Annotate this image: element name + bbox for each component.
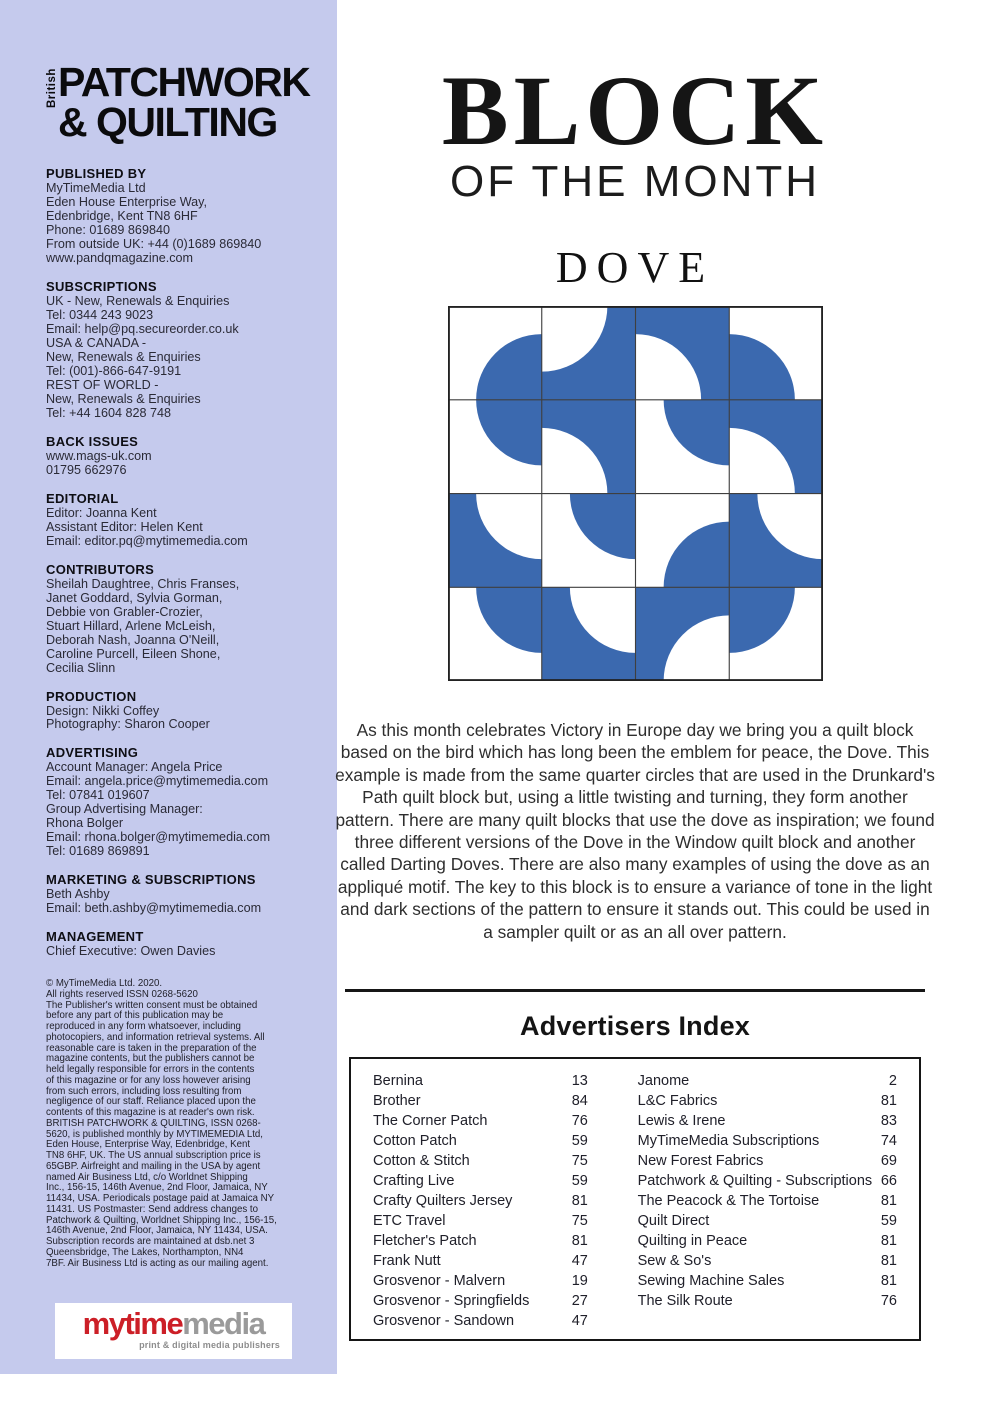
advertiser-row <box>638 1271 897 1291</box>
advertiser-row <box>638 1211 897 1231</box>
advertiser-name: Fletcher's Patch <box>373 1233 477 1250</box>
advertiser-row <box>373 1311 588 1331</box>
advertiser-page-number: 75 <box>571 1213 588 1230</box>
advertiser-name: Crafting Live <box>373 1173 455 1190</box>
main-content <box>330 0 940 1341</box>
section-line: Edenbridge, Kent TN8 6HF <box>46 209 198 224</box>
sidebar-sections <box>46 166 309 959</box>
advertiser-name: MyTimeMedia Subscriptions <box>637 1133 820 1150</box>
section-line: New, Renewals & Enquiries <box>46 391 201 406</box>
section-line: Account Manager: Angela Price <box>46 760 223 775</box>
section-line: USA & CANADA - <box>46 336 147 351</box>
section-heading: MANAGEMENT <box>46 929 144 945</box>
sidebar-section <box>46 166 309 266</box>
legal-line: Patchwork & Quilting, Worldnet Shipping Inc., 156-15, <box>46 1214 277 1226</box>
section-heading: EDITORIAL <box>46 490 119 506</box>
advertiser-name: The Peacock & The Tortoise <box>637 1193 820 1210</box>
section-line: MyTimeMedia Ltd <box>46 181 146 196</box>
advertiser-page-number: 81 <box>880 1193 897 1210</box>
advertiser-page-number: 13 <box>571 1073 588 1090</box>
advertisers-column-1 <box>373 1071 588 1339</box>
section-heading: CONTRIBUTORS <box>46 561 155 577</box>
publisher-logo-wordmark <box>55 1306 292 1342</box>
section-line: REST OF WORLD - <box>46 377 159 392</box>
advertiser-row <box>638 1071 897 1091</box>
masthead-sidebar <box>0 0 337 1374</box>
section-line: Rhona Bolger <box>46 816 124 831</box>
section-line: From outside UK: +44 (0)1689 869840 <box>46 237 262 252</box>
advertiser-name: Bernina <box>373 1073 423 1090</box>
section-heading: PUBLISHED BY <box>46 166 147 182</box>
advertiser-page-number: 2 <box>888 1073 897 1090</box>
magazine-logo-line2: & QUILTING <box>58 99 277 146</box>
section-line: Eden House Enterprise Way, <box>46 195 207 210</box>
advertisers-index-heading: Advertisers Index <box>520 1011 750 1042</box>
legal-line: held legally responsible for errors in the contents <box>46 1064 255 1076</box>
section-line: www.mags-uk.com <box>46 448 152 463</box>
section-divider-rule <box>345 989 925 992</box>
section-line: Chief Executive: Owen Davies <box>46 944 216 959</box>
section-line: Debbie von Grabler-Crozier, <box>46 604 203 619</box>
magazine-logo-title <box>58 59 310 146</box>
legal-line: All rights reserved ISSN 0268-5620 <box>46 988 198 1000</box>
legal-line: 11431. US Postmaster: Send address changes to <box>46 1203 258 1215</box>
publisher-logo-part2: media <box>182 1306 265 1342</box>
section-heading: ADVERTISING <box>46 745 139 761</box>
section-heading: BACK ISSUES <box>46 433 139 449</box>
sidebar-section <box>46 745 309 859</box>
advertiser-name: Patchwork & Quilting - Subscriptions <box>637 1173 873 1190</box>
sidebar-section <box>46 689 309 733</box>
page-title-of-the-month: OF THE MONTH <box>449 157 821 206</box>
advertiser-row <box>638 1111 897 1131</box>
advertiser-page-number: 84 <box>571 1093 588 1110</box>
advertiser-name: Cotton & Stitch <box>373 1153 470 1170</box>
advertiser-name: Frank Nutt <box>373 1253 441 1270</box>
sidebar-section <box>46 562 309 676</box>
advertiser-name: Grosvenor - Malvern <box>373 1273 506 1290</box>
page-title-block: BLOCK <box>441 55 829 166</box>
legal-line: 65GBP. Airfreight and mailing in the USA by agent <box>46 1160 261 1172</box>
advertiser-row <box>638 1171 897 1191</box>
section-line: Tel: 0344 243 9023 <box>46 308 154 323</box>
dove-quilt-block-image <box>448 306 823 681</box>
advertiser-page-number: 81 <box>880 1093 897 1110</box>
section-line: Tel: +44 1604 828 748 <box>46 405 171 420</box>
advertiser-page-number: 47 <box>571 1253 588 1270</box>
section-line: Assistant Editor: Helen Kent <box>46 519 203 534</box>
advertiser-page-number: 19 <box>571 1273 588 1290</box>
section-line: Phone: 01689 869840 <box>46 223 170 238</box>
advertiser-row <box>373 1211 588 1231</box>
advertiser-name: Quilting in Peace <box>637 1233 748 1250</box>
advertiser-row <box>373 1071 588 1091</box>
advertisers-column-2 <box>638 1071 897 1339</box>
legal-line: from such errors, including loss resulting from <box>46 1085 242 1097</box>
advertiser-page-number: 81 <box>571 1233 588 1250</box>
advertiser-row <box>373 1291 588 1311</box>
advertiser-page-number: 75 <box>571 1153 588 1170</box>
advertiser-name: Sewing Machine Sales <box>637 1273 785 1290</box>
section-line: 01795 662976 <box>46 462 127 477</box>
advertiser-row <box>638 1151 897 1171</box>
legal-line: TN8 6HF, UK. The US annual subscription price is <box>46 1150 261 1162</box>
magazine-logo <box>46 59 310 146</box>
section-line: Email: help@pq.secureorder.co.uk <box>46 322 239 337</box>
section-line: New, Renewals & Enquiries <box>46 350 201 365</box>
sidebar-section <box>46 872 309 916</box>
legal-line: 11434, USA. Periodicals postage paid at Jamaica NY <box>46 1193 275 1205</box>
section-line: Janet Goddard, Sylvia Gorman, <box>46 590 223 605</box>
legal-line: The Publisher's written consent must be obtained <box>46 999 258 1011</box>
intro-paragraph: As this month celebrates Victory in Europe day we bring you a quilt block based on the bird which has long been the emblem for peace, the Dove. This example is made from the same quarter circles that are used in the Drunkard's Path quilt block but, using a little twisting and turning, they form another pattern. There are many quilt blocks that use the dove as inspiration; we found three different versions of the Dove in the Window quilt block and another called Darting Doves. There are also many examples of using the dove as an appliqué motif. The key to this block is to ensure a variance of tone in the light and dark sections of the pattern to ensure it stands out. This could be used in a sampler quilt or as an all over pattern. <box>335 720 935 942</box>
advertiser-page-number: 83 <box>880 1113 897 1130</box>
advertiser-row <box>638 1291 897 1311</box>
legal-line: Queensbridge, The Lakes, Northampton, NN4 <box>46 1246 244 1258</box>
section-heading: MARKETING & SUBSCRIPTIONS <box>46 872 256 888</box>
advertiser-name: Lewis & Irene <box>637 1113 726 1130</box>
advertiser-page-number: 81 <box>880 1253 897 1270</box>
section-line: Group Advertising Manager: <box>46 802 203 817</box>
advertiser-page-number: 59 <box>571 1133 588 1150</box>
legal-line: photocopiers, and information retrieval systems. All <box>46 1031 265 1043</box>
legal-small-print <box>46 979 304 1269</box>
legal-line: 7BF. Air Business Ltd is acting as our mailing agent. <box>46 1257 269 1269</box>
publisher-logo-part1: mytime <box>82 1306 183 1342</box>
advertiser-row <box>373 1111 588 1131</box>
section-line: Stuart Hillard, Arlene McLeish, <box>46 618 216 633</box>
advertiser-page-number: 66 <box>880 1173 897 1190</box>
section-line: Tel: (001)-866-647-9191 <box>46 364 182 378</box>
section-line: Email: editor.pq@mytimemedia.com <box>46 533 248 548</box>
legal-line: named Air Business Ltd, c/o Worldnet Shipping <box>46 1171 248 1183</box>
sidebar-section <box>46 434 309 478</box>
advertiser-page-number: 76 <box>880 1293 897 1310</box>
advertiser-row <box>638 1091 897 1111</box>
legal-line: of this magazine or for any loss however arising <box>46 1074 251 1086</box>
advertiser-row <box>638 1231 897 1251</box>
advertiser-page-number: 74 <box>880 1133 897 1150</box>
advertiser-page-number: 27 <box>571 1293 588 1310</box>
advertiser-name: Grosvenor - Springfields <box>373 1293 530 1310</box>
section-heading: SUBSCRIPTIONS <box>46 279 157 295</box>
section-line: www.pandqmagazine.com <box>46 251 194 266</box>
advertiser-page-number: 76 <box>571 1113 588 1130</box>
section-line: Photography: Sharon Cooper <box>46 717 210 732</box>
advertiser-page-number: 81 <box>880 1233 897 1250</box>
advertiser-row <box>373 1231 588 1251</box>
advertiser-page-number: 81 <box>880 1273 897 1290</box>
section-line: Tel: 01689 869891 <box>46 844 150 859</box>
section-line: Design: Nikki Coffey <box>46 703 160 718</box>
dove-quilt-svg <box>448 306 823 681</box>
advertiser-row <box>373 1271 588 1291</box>
section-line: Email: angela.price@mytimemedia.com <box>46 774 269 789</box>
sidebar-section <box>46 491 309 549</box>
advertiser-name: Cotton Patch <box>373 1133 457 1150</box>
section-line: UK - New, Renewals & Enquiries <box>46 294 230 309</box>
section-line: Email: rhona.bolger@mytimemedia.com <box>46 830 271 845</box>
advertiser-name: Crafty Quilters Jersey <box>373 1193 513 1210</box>
advertiser-name: Janome <box>637 1073 690 1090</box>
advertiser-row <box>373 1091 588 1111</box>
advertiser-page-number: 59 <box>571 1173 588 1190</box>
advertiser-name: Sew & So's <box>637 1253 712 1270</box>
legal-line: negligence of our staff. Reliance placed upon the <box>46 1096 256 1108</box>
advertiser-page-number: 81 <box>571 1193 588 1210</box>
legal-line: 5620, is published monthly by MYTIMEMEDIA Ltd, <box>46 1128 263 1140</box>
legal-line: reproduced in any form whatsoever, including <box>46 1021 241 1033</box>
legal-line: magazine contents, but the publishers cannot be <box>46 1053 255 1065</box>
sidebar-section <box>46 929 309 959</box>
advertiser-row <box>373 1131 588 1151</box>
advertiser-name: L&C Fabrics <box>637 1093 718 1110</box>
legal-line: reasonable care is taken in the preparation of the <box>46 1042 257 1054</box>
legal-line: Inc., 156-15, 146th Avenue, 2nd Floor, Jamaica, NY <box>46 1182 268 1194</box>
legal-line: © MyTimeMedia Ltd. 2020. <box>46 978 163 990</box>
legal-line: 146th Avenue, 2nd Floor, Jamaica, NY 11434, USA. <box>46 1225 268 1237</box>
advertiser-row <box>373 1151 588 1171</box>
legal-line: BRITISH PATCHWORK & QUILTING, ISSN 0268- <box>46 1117 261 1129</box>
advertiser-row <box>373 1191 588 1211</box>
advertiser-name: New Forest Fabrics <box>637 1153 764 1170</box>
advertiser-row <box>373 1251 588 1271</box>
advertiser-name: The Silk Route <box>637 1293 733 1310</box>
advertiser-name: Brother <box>373 1093 421 1110</box>
advertiser-page-number: 59 <box>880 1213 897 1230</box>
legal-line: contents of this magazine is at reader's own risk. <box>46 1107 255 1119</box>
magazine-logo-line1: PATCHWORK <box>58 59 310 105</box>
block-name-title: DOVE <box>555 243 715 292</box>
advertiser-name: Grosvenor - Sandown <box>373 1313 515 1330</box>
legal-line: Subscription records are maintained at dsb.net 3 <box>46 1236 255 1248</box>
legal-line: Eden House, Enterprise Way, Edenbridge, Kent <box>46 1139 251 1151</box>
advertisers-index-box <box>349 1057 921 1341</box>
section-line: Sheilah Daughtree, Chris Franses, <box>46 576 240 591</box>
advertiser-page-number: 47 <box>571 1313 588 1330</box>
advertiser-row <box>638 1131 897 1151</box>
advertiser-page-number: 69 <box>880 1153 897 1170</box>
section-line: Editor: Joanna Kent <box>46 505 157 520</box>
publisher-logo-tagline: print & digital media publishers <box>139 1340 280 1351</box>
section-line: Cecilia Slinn <box>46 660 116 675</box>
publisher-logo <box>55 1303 292 1359</box>
section-line: Deborah Nash, Joanna O'Neill, <box>46 632 220 647</box>
advertiser-name: Quilt Direct <box>637 1213 710 1230</box>
advertiser-name: ETC Travel <box>373 1213 446 1230</box>
section-heading: PRODUCTION <box>46 688 137 704</box>
legal-line: before any part of this publication may be <box>46 1010 224 1022</box>
advertiser-row <box>373 1171 588 1191</box>
section-line: Tel: 07841 019607 <box>46 788 150 803</box>
advertiser-row <box>638 1191 897 1211</box>
advertiser-name: The Corner Patch <box>373 1113 488 1130</box>
sidebar-section <box>46 279 309 421</box>
section-line: Caroline Purcell, Eileen Shone, <box>46 646 221 661</box>
section-line: Beth Ashby <box>46 887 110 902</box>
advertiser-row <box>638 1251 897 1271</box>
magazine-logo-prefix: British <box>46 68 58 108</box>
section-line: Email: beth.ashby@mytimemedia.com <box>46 901 262 916</box>
